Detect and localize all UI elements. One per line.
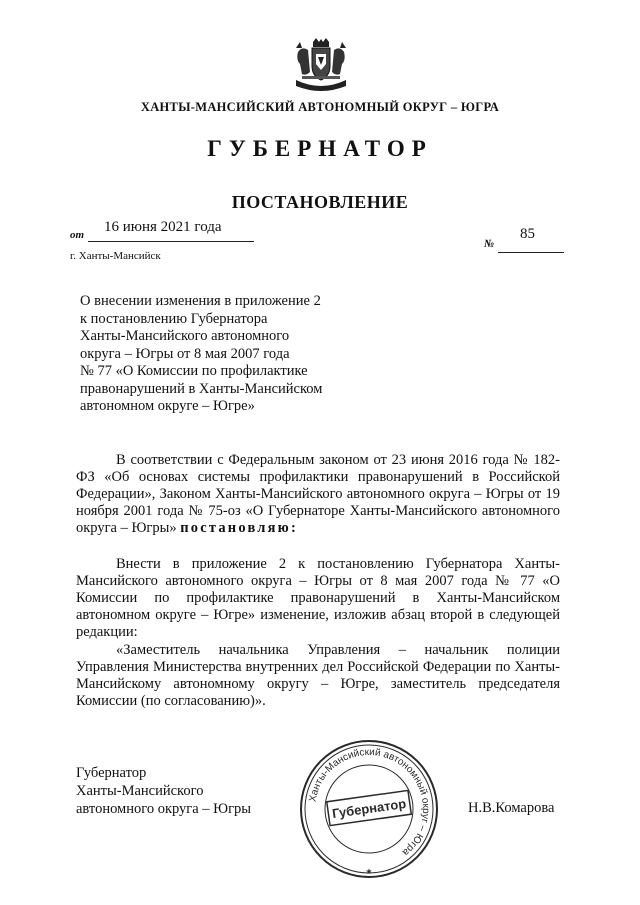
amendment-paragraph: Внести в приложение 2 к постановлению Губернатора Ханты-Мансийского автономного округа – Югры от 8 мая 2007 года № 77 «О Комиссии по профилактике правонарушений в Ханты-Мансийском автономном округе – Югре» изменение, изложив абзац второй в следующей редакции: [76, 556, 560, 640]
subject-line: правонарушений в Ханты-Мансийском [80, 380, 323, 397]
stamp-center-text: Губернатор [331, 795, 407, 822]
number-prefix: № [484, 238, 495, 250]
document-date: 16 июня 2021 года [104, 219, 222, 235]
stamp-star-icon: ★ [365, 867, 373, 876]
document-city: г. Ханты-Мансийск [70, 250, 161, 262]
document-subject [80, 293, 380, 416]
document-authority-title: ГУБЕРНАТОР [207, 136, 433, 161]
signer-name: Н.В.Комарова [468, 800, 555, 816]
subject-line: Ханты-Мансийского автономного [80, 328, 290, 344]
date-underline [88, 241, 254, 242]
document-type: ПОСТАНОВЛЕНИЕ [231, 192, 409, 212]
signer-position [76, 764, 251, 818]
signer-position-line: Губернатор [76, 765, 147, 781]
subject-line: О внесении изменения в приложение 2 [80, 293, 321, 309]
subject-line: округа – Югры от 8 мая 2007 года [80, 345, 290, 362]
subject-line: № 77 «О Комиссии по профилактике [80, 363, 308, 379]
stamp-ring-text: Ханты-Мансийский автономный округ – Югра [307, 746, 432, 858]
subject-line: к постановлению Губернатора [80, 310, 268, 327]
preamble-text: В соответствии с Федеральным законом от 23 июня 2016 года № 182-ФЗ «Об основах системы профилактики правонарушений в Российской Федерации», Законом Ханты-Мансийского автономного округа – Югры от 19 ноября 2001 года № 75-оз «О Губернаторе Ханты-Мансийского автономного округа – Югры» [76, 452, 560, 536]
new-wording-paragraph: «Заместитель начальника Управления – начальник полиции Управления Министерства внутренних дел Российской Федерации по Ханты-Мансийскому автономному округу – Югре, заместитель председателя Комиссии (по согласованию)». [76, 642, 560, 709]
preamble-paragraph [76, 452, 560, 537]
official-stamp [298, 738, 440, 880]
coat-of-arms-icon [292, 38, 350, 94]
region-name: ХАНТЫ-МАНСИЙСКИЙ АВТОНОМНЫЙ ОКРУГ – ЮГРА [140, 100, 500, 114]
signer-position-line: Ханты-Мансийского [76, 783, 204, 799]
number-underline [498, 252, 564, 253]
signer-position-line: автономного округа – Югры [76, 801, 252, 817]
document-number: 85 [520, 226, 535, 242]
date-prefix: от [70, 229, 85, 241]
subject-line: автономном округе – Югре» [80, 398, 255, 414]
resolution-word: постановляю: [180, 520, 298, 536]
